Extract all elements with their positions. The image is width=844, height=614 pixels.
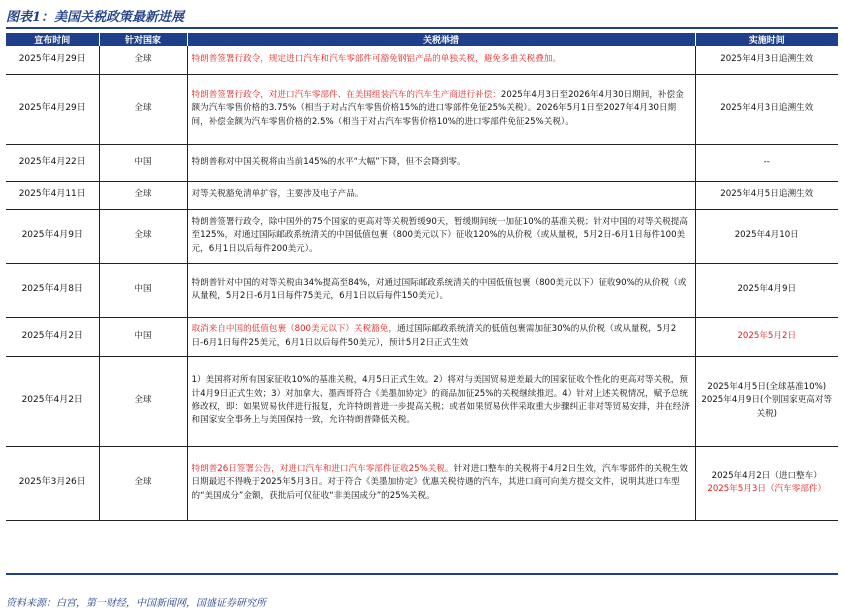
measure-text: 对等关税豁免清单扩容，主要涉及电子产品。 — [191, 189, 364, 200]
table-row — [6, 144, 838, 181]
announce-date-cell: 2025年3月26日 — [6, 446, 99, 520]
measure-text: 1）美国将对所有国家征收10%的基准关税，4月5日正式生效。2）将对与美国贸易逆差最大的国家征收个性化的更高对等关税，预计4月9日正式生效；3）对加拿大、墨西哥符合《美墨加协定》的商品加征25%的关税继续推迟。4）针对上述关税情况，赋予总统修改权，即：如果贸易伙伴进行报复，允许特朗普进一步提高关税；或者如果贸易伙伴采取重大步骤纠正非对等贸易安排，并在经济和国家安全事务上与美国保持一致，允许特朗普降低关税。 — [191, 375, 690, 426]
table-row — [6, 46, 838, 74]
table-row — [6, 356, 838, 446]
table-body — [6, 46, 838, 520]
implementation-date-cell — [695, 317, 838, 356]
measure-text: 特朗普签署行政令，除中国外的75个国家的更高对等关税暂缓90天，暂缓期间统一加征10%的基准关税；针对中国的对等关税提高至125%，对通过国际邮政系统清关的中国低值包裹（800美元以下）征收120%的从价税（或从量税，5月2日-6月1日每件100美元，6月1日以后每件200美元）。 — [191, 217, 688, 254]
announce-date-cell: 2025年4月2日 — [6, 317, 99, 356]
table-row — [6, 446, 838, 520]
target-country-cell: 全球 — [99, 46, 187, 74]
header-implementation-date: 实施时间 — [695, 33, 838, 46]
tariff-measure-cell — [187, 209, 695, 263]
implementation-date-cell — [695, 209, 838, 263]
target-country-cell: 中国 — [99, 144, 187, 181]
announce-date-cell: 2025年4月9日 — [6, 209, 99, 263]
tariff-measure-cell — [187, 74, 695, 144]
announce-date-cell: 2025年4月22日 — [6, 144, 99, 181]
implementation-date-cell — [695, 74, 838, 144]
target-country-cell: 全球 — [99, 446, 187, 520]
announce-date-cell: 2025年4月8日 — [6, 263, 99, 317]
target-country-cell: 全球 — [99, 181, 187, 209]
tariff-table — [6, 33, 838, 521]
measure-text: 通过国际邮政系统清关的低值包裹需加征30%的从价税（或从量税，5月2日-6月1日每件25美元，6月1日以后每件50美元），预计5月2日正式生效 — [191, 324, 677, 348]
implementation-date-text: 2025年4月9日(个别国家更高对等关税) — [701, 395, 833, 419]
implementation-date-text: 2025年4月3日追溯生效 — [720, 103, 814, 114]
measure-text: 2025年4月3日至2026年4月30日期间，补偿金额为汽车零售价格的3.75%（相当于对占汽车零售价格15%的进口零部件免征25%关税）。2026年5月1日至2027年4月30日期间，补偿金额为汽车零售价格的2.5%（相当于对占汽车零售价格10%的进口零部件免征25%关税）。 — [191, 90, 684, 127]
announce-date-cell: 2025年4月29日 — [6, 46, 99, 74]
implementation-date-cell — [695, 446, 838, 520]
implementation-date-text: 2025年5月3日（汽车零部件） — [707, 484, 827, 494]
tariff-measure-cell — [187, 317, 695, 356]
implementation-date-text: 2025年4月10日 — [734, 230, 799, 241]
tariff-measure-cell — [187, 46, 695, 74]
figure-title: 图表1：美国关税政策最新进展 — [6, 10, 185, 25]
tariff-measure-cell — [187, 356, 695, 446]
table-row — [6, 181, 838, 209]
table-row — [6, 263, 838, 317]
measure-text: 针对进口整车的关税将于4月2日生效，汽车零部件的关税生效日期最迟不得晚于2025年5月3日。对于符合《美墨加协定》优惠关税待遇的汽车，其进口商可向美方提交文件，说明其进口车型的“美国成分”金额，获批后可仅征收“非美国成分”的25%关税。 — [191, 464, 688, 501]
bottom-rule — [6, 573, 838, 575]
header-target-country: 针对国家 — [99, 33, 187, 46]
implementation-date-text: -- — [763, 156, 770, 167]
implementation-date-cell — [695, 263, 838, 317]
implementation-date-text: 2025年4月2日（进口整车） — [711, 470, 822, 481]
tariff-measure-cell — [187, 446, 695, 520]
implementation-date-cell — [695, 181, 838, 209]
implementation-date-text: 2025年5月2日 — [737, 330, 797, 341]
target-country-cell: 中国 — [99, 263, 187, 317]
implementation-date-cell — [695, 356, 838, 446]
highlighted-measure-text: 取消来自中国的低值包裹（800美元以下）关税豁免， — [191, 324, 397, 335]
implementation-date-cell — [695, 46, 838, 74]
implementation-date-text: 2025年4月5日(全球基准10%) — [707, 382, 827, 393]
announce-date-cell: 2025年4月29日 — [6, 74, 99, 144]
tariff-measure-cell — [187, 144, 695, 181]
table-header-row — [6, 33, 838, 46]
highlighted-measure-text: 特朗普签署行政令，对进口汽车零部件、在美国组装汽车的汽车生产商进行补偿： — [191, 90, 501, 101]
target-country-cell: 全球 — [99, 74, 187, 144]
implementation-date-text: 2025年4月9日 — [737, 284, 797, 295]
highlighted-measure-text: 特朗普26日签署公告，对进口汽车和进口汽车零部件征收25%关税。 — [191, 464, 454, 475]
announce-date-cell: 2025年4月11日 — [6, 181, 99, 209]
measure-text: 特朗普针对中国的对等关税由34%提高至84%，对通过国际邮政系统清关的中国低值包裹（800美元以下）征收90%的从价税（或从量税，5月2日-6月1日每件75美元，6月1日以后每件150美元）。 — [191, 277, 687, 301]
target-country-cell: 全球 — [99, 209, 187, 263]
table-row — [6, 317, 838, 356]
implementation-date-cell — [695, 144, 838, 181]
header-tariff-measure: 关税举措 — [187, 33, 695, 46]
table-row — [6, 209, 838, 263]
measure-text: 特朗普称对中国关税将由当前145%的水平“大幅”下降，但不会降到零。 — [191, 156, 466, 167]
tariff-measure-cell — [187, 181, 695, 209]
highlighted-measure-text: 特朗普签署行政令，规定进口汽车和汽车零部件可豁免钢铝产品的单独关税，避免多重关税叠加。 — [191, 54, 562, 65]
target-country-cell: 全球 — [99, 356, 187, 446]
implementation-date-text: 2025年4月3日追溯生效 — [720, 54, 814, 65]
implementation-date-text: 2025年4月5日追溯生效 — [720, 189, 814, 200]
header-announce-date: 宣布时间 — [6, 33, 99, 46]
announce-date-cell: 2025年4月2日 — [6, 356, 99, 446]
source-note: 资料来源：白宫，第一财经，中国新闻网，国盛证券研究所 — [6, 598, 266, 609]
table-row — [6, 74, 838, 144]
title-rule — [6, 27, 838, 29]
target-country-cell: 中国 — [99, 317, 187, 356]
tariff-measure-cell — [187, 263, 695, 317]
